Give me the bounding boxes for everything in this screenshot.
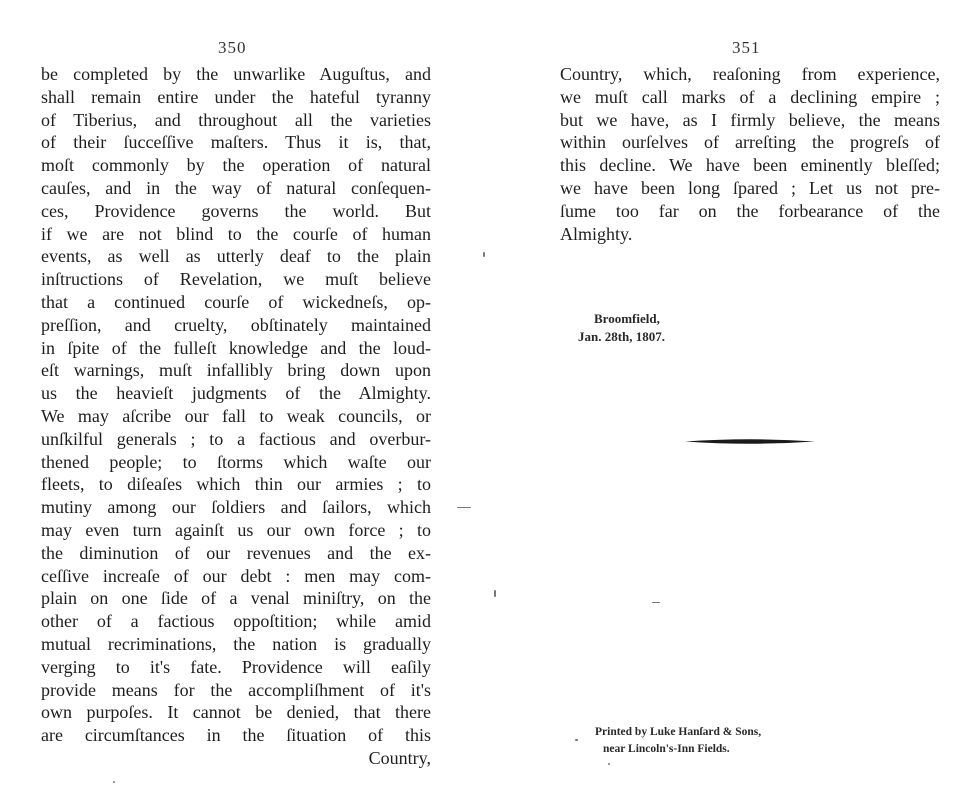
scan-speck	[494, 590, 496, 597]
printer-imprint	[595, 724, 761, 758]
scan-speck	[608, 763, 610, 765]
scan-speck	[575, 739, 578, 741]
right-page-body	[560, 63, 940, 245]
text-line: of Tiberius, and throughout all the varieties	[41, 109, 431, 130]
scan-speck	[113, 781, 115, 783]
text-line: the diminution of our revenues and the ex-	[41, 542, 431, 563]
text-line: thened people; to ſtorms which waſte our	[41, 451, 431, 472]
text-line: mutiny among our ſoldiers and ſailors, which	[41, 497, 431, 518]
text-line: mutual recriminations, the nation is gradually	[41, 633, 431, 654]
scan-speck	[457, 507, 471, 508]
text-line: moſt commonly by the operation of natural	[41, 155, 431, 176]
text-line: verging to it's fate. Providence will eaſily	[41, 656, 431, 677]
right-page-number: 351	[732, 38, 761, 57]
text-line: unſkilful generals ; to a factious and overbur-	[41, 428, 431, 449]
text-line: but we have, as I firmly believe, the means	[560, 109, 940, 130]
printer-line-1: Printed by Luke Hanſard & Sons,	[595, 726, 762, 738]
text-line: in ſpite of the fulleſt knowledge and the loud-	[41, 337, 431, 358]
text-line: Country, which, reaſoning from experience,	[560, 64, 940, 84]
text-line: fleets, to diſeaſes which thin our armies ; to	[41, 474, 431, 495]
text-line: this decline. We have been eminently bleſſed;	[560, 155, 940, 176]
text-line: of their ſucceſſive maſters. Thus it is, that,	[41, 132, 431, 153]
text-line: own purpoſes. It cannot be denied, that there	[41, 702, 431, 723]
signoff	[578, 310, 665, 346]
text-line: plain on one ſide of a venal miniſtry, on the	[41, 588, 431, 609]
text-line: ceſſive increaſe of our debt : men may com-	[41, 565, 431, 586]
signoff-place: Broomfield,	[594, 311, 660, 326]
text-line: within ourſelves of arreſting the progreſs of	[560, 132, 940, 153]
text-line: shall remain entire under the hateful tyranny	[41, 86, 431, 107]
text-line: cauſes, and in the way of natural conſequen-	[41, 177, 431, 198]
left-page-body	[41, 63, 431, 770]
text-line: eſt warnings, muſt infallibly bring down upon	[41, 360, 431, 381]
text-line: provide means for the accompliſhment of it's	[41, 679, 431, 700]
text-line: are circumſtances in the ſituation of this	[41, 725, 431, 746]
text-line: preſſion, and cruelty, obſtinately maintained	[41, 314, 431, 335]
text-line: if we are not blind to the courſe of human	[41, 223, 431, 244]
text-line: We may aſcribe our fall to weak councils, or	[41, 405, 431, 426]
end-rule-divider	[685, 438, 815, 445]
scan-speck	[652, 602, 660, 603]
right-page	[490, 0, 980, 807]
signoff-date: Jan. 28th, 1807.	[578, 329, 666, 344]
text-line: events, as well as utterly deaf to the plain	[41, 246, 431, 267]
printer-line-2: near Lincoln's-Inn Fields.	[603, 743, 730, 755]
text-line: we have been long ſpared ; Let us not pre-	[560, 177, 940, 198]
text-line: that a continued courſe of wickedneſs, op-	[41, 291, 431, 312]
text-line: be completed by the unwarlike Auguſtus, and	[41, 64, 431, 84]
text-line: ces, Providence governs the world. But	[41, 200, 431, 221]
scan-speck	[483, 252, 485, 257]
text-line: ſume too far on the forbearance of the	[560, 200, 940, 221]
text-line: we muſt call marks of a declining empire ;	[560, 86, 940, 107]
catchword: Country,	[368, 747, 431, 768]
text-line: may even turn againſt us our own force ; to	[41, 519, 431, 540]
left-page-number: 350	[218, 38, 247, 57]
text-line: us the heavieſt judgments of the Almighty.	[41, 383, 431, 404]
text-line: other of a factious oppoſtition; while amid	[41, 611, 431, 632]
text-line: inſtructions of Revelation, we muſt believe	[41, 269, 431, 290]
text-line: Almighty.	[560, 223, 633, 244]
